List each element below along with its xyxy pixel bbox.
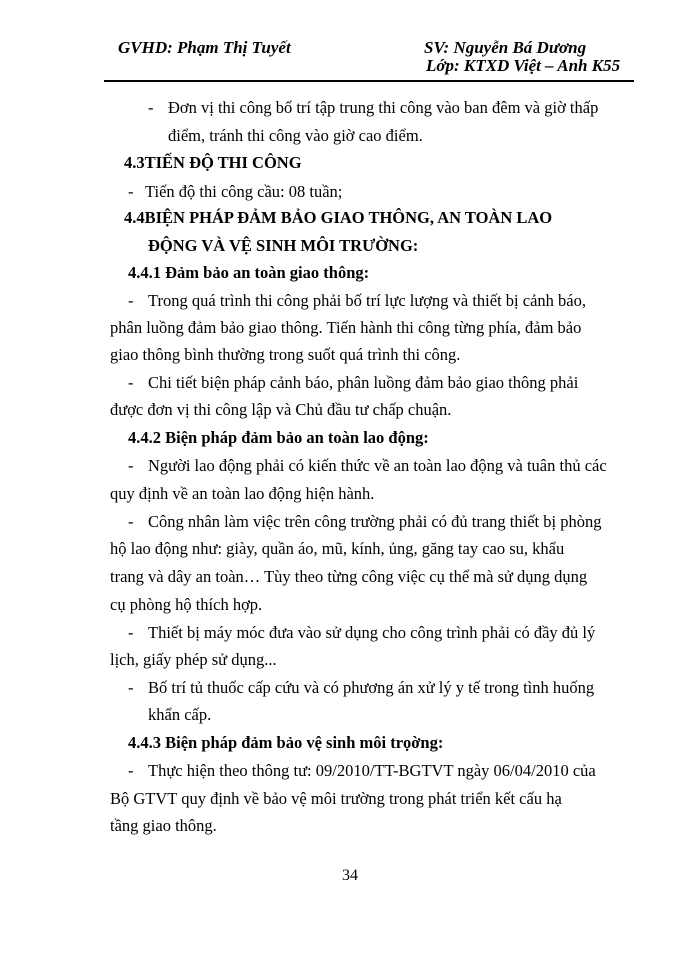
header-class: Lớp: KTXD Việt – Anh K55 bbox=[426, 56, 621, 75]
text-line: Đơn vị thi công bố trí tập trung thi công vào ban đêm và giờ thấp bbox=[168, 98, 599, 117]
bullet-dash: - bbox=[128, 182, 134, 201]
text-line: Tiến độ thi công cầu: 08 tuần; bbox=[145, 182, 343, 201]
text-line: Thiết bị máy móc đưa vào sử dụng cho công trình phải có đầy đủ lý bbox=[148, 623, 596, 642]
text-line: giao thông bình thường trong suốt quá trình thi công. bbox=[110, 345, 461, 364]
text-line: khẩn cấp. bbox=[148, 705, 212, 724]
heading-4-4: 4.4BIỆN PHÁP ĐẢM BẢO GIAO THÔNG, AN TOÀN LAO bbox=[124, 208, 553, 227]
page-number: 34 bbox=[342, 867, 358, 884]
header-student: SV: Nguyễn Bá Dương bbox=[424, 38, 587, 57]
text-line: tầng giao thông. bbox=[110, 816, 217, 835]
text-line: lịch, giấy phép sử dụng... bbox=[110, 650, 277, 669]
text-line: cụ phòng hộ thích hợp. bbox=[110, 595, 263, 614]
text-line: được đơn vị thi công lập và Chủ đầu tư chấp chuận. bbox=[110, 400, 452, 419]
heading-4-4-3: 4.4.3 Biện pháp đảm bảo vệ sinh môi trọờng: bbox=[128, 733, 444, 752]
text-line: điểm, tránh thi công vào giờ cao điểm. bbox=[168, 126, 423, 145]
text-line: Công nhân làm việc trên công trường phải có đủ trang thiết bị phòng bbox=[148, 512, 602, 531]
text-line: Chi tiết biện pháp cảnh báo, phân luồng đảm bảo giao thông phải bbox=[148, 373, 579, 392]
heading-4-4-2: 4.4.2 Biện pháp đảm bảo an toàn lao động: bbox=[128, 428, 429, 447]
bullet-dash: - bbox=[128, 678, 134, 697]
bullet-dash: - bbox=[128, 512, 134, 531]
bullet-dash: - bbox=[148, 98, 154, 117]
text-line: hộ lao động như: giày, quần áo, mũ, kính, ủng, găng tay cao su, khẩu bbox=[110, 539, 565, 558]
text-line: phân luồng đảm bảo giao thông. Tiến hành thi công từng phía, đảm bảo bbox=[110, 318, 582, 337]
header-rule bbox=[104, 80, 634, 82]
heading-4-3: 4.3TIẾN ĐỘ THI CÔNG bbox=[124, 153, 302, 172]
text-line: Trong quá trình thi công phải bố trí lực lượng và thiết bị cảnh báo, bbox=[148, 291, 586, 310]
bullet-dash: - bbox=[128, 623, 134, 642]
text-line: Bố trí tủ thuốc cấp cứu và có phương án xử lý y tế trong tình huống bbox=[148, 678, 595, 697]
bullet-dash: - bbox=[128, 373, 134, 392]
text-line: trang và dây an toàn… Tùy theo từng công việc cụ thể mà sử dụng dụng bbox=[110, 567, 588, 586]
text-line: Bộ GTVT quy định về bảo vệ môi trường trong phát triển kết cấu hạ bbox=[110, 789, 562, 808]
text-line: quy định về an toàn lao động hiện hành. bbox=[110, 484, 375, 503]
bullet-dash: - bbox=[128, 291, 134, 310]
text-line: Thực hiện theo thông tư: 09/2010/TT-BGTVT ngày 06/04/2010 của bbox=[148, 761, 596, 780]
header-supervisor: GVHD: Phạm Thị Tuyết bbox=[118, 38, 291, 57]
bullet-dash: - bbox=[128, 456, 134, 475]
bullet-dash: - bbox=[128, 761, 134, 780]
text-line: Người lao động phải có kiến thức về an toàn lao động và tuân thủ các bbox=[148, 456, 607, 475]
heading-4-4-1: 4.4.1 Đảm bảo an toàn giao thông: bbox=[128, 263, 370, 282]
heading-4-4-cont: ĐỘNG VÀ VỆ SINH MÔI TRƯỜNG: bbox=[148, 236, 419, 255]
